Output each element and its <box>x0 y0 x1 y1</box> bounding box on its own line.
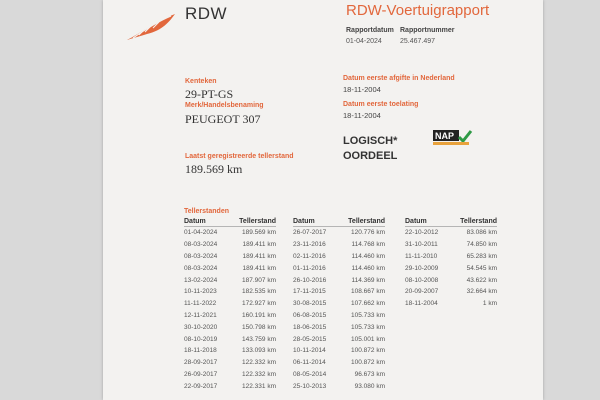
odometer-table-title: Tellerstanden <box>184 208 229 215</box>
row-odometer: 187.907 km <box>242 276 276 284</box>
table-row <box>405 227 497 239</box>
row-odometer: 122.332 km <box>242 359 276 367</box>
table-row <box>405 239 497 251</box>
row-odometer: 108.667 km <box>351 288 385 296</box>
odometer-header: Tellerstand <box>348 217 385 225</box>
table-row <box>405 262 497 274</box>
row-date: 18-11-2018 <box>184 347 217 355</box>
last-odometer-value: 189.569 km <box>185 162 243 176</box>
odometer-table-header <box>293 216 385 227</box>
brand-name: RDW <box>185 4 228 23</box>
row-odometer: 189.411 km <box>242 252 276 260</box>
row-odometer: 83.086 km <box>466 229 497 237</box>
table-row <box>184 227 276 239</box>
table-row <box>184 298 276 310</box>
row-date: 12-11-2021 <box>184 311 217 319</box>
first-admission-label: Datum eerste toelating <box>343 101 419 108</box>
row-odometer: 143.759 km <box>242 335 276 343</box>
row-date: 29-10-2009 <box>405 264 439 272</box>
report-page <box>103 0 543 400</box>
row-date: 17-11-2015 <box>293 288 326 296</box>
row-date: 10-11-2023 <box>184 288 217 296</box>
row-odometer: 172.927 km <box>242 300 276 308</box>
table-row <box>405 286 497 298</box>
first-admission-nl-label: Datum eerste afgifte in Nederland <box>343 75 455 82</box>
row-date: 30-08-2015 <box>293 300 327 308</box>
table-row <box>293 227 385 239</box>
make-label: Merk/Handelsbenaming <box>185 102 264 109</box>
odometer-table-header <box>405 216 497 227</box>
row-date: 18-11-2004 <box>405 300 438 308</box>
row-date: 08-03-2024 <box>184 264 218 272</box>
table-row <box>293 298 385 310</box>
date-header: Datum <box>184 217 206 225</box>
table-row <box>405 298 497 310</box>
row-date: 08-10-2019 <box>184 335 218 343</box>
row-date: 31-10-2011 <box>405 241 438 249</box>
row-date: 08-05-2014 <box>293 370 327 378</box>
table-row <box>184 286 276 298</box>
odometer-header: Tellerstand <box>460 217 497 225</box>
odometer-header: Tellerstand <box>239 217 276 225</box>
report-number-label: Rapportnummer <box>400 27 455 34</box>
row-odometer: 114.460 km <box>351 264 385 272</box>
report-title: RDW-Voertuigrapport <box>346 2 490 19</box>
odometer-column-2 <box>293 216 385 392</box>
row-odometer: 133.093 km <box>242 347 276 355</box>
last-odometer-label: Laatst geregistreerde tellerstand <box>185 153 294 160</box>
row-date: 08-10-2008 <box>405 276 439 284</box>
table-row <box>184 345 276 357</box>
row-odometer: 105.733 km <box>351 311 385 319</box>
rdw-feather-logo-icon <box>125 12 177 42</box>
row-date: 22-09-2017 <box>184 382 218 390</box>
table-row <box>184 239 276 251</box>
row-date: 26-09-2017 <box>184 370 218 378</box>
row-odometer: 100.872 km <box>351 347 385 355</box>
table-row <box>293 357 385 369</box>
make-value: PEUGEOT 307 <box>185 112 261 126</box>
row-odometer: 65.283 km <box>466 252 497 260</box>
odometer-column-1 <box>184 216 276 392</box>
row-odometer: 150.798 km <box>242 323 276 331</box>
verdict-text <box>343 134 423 164</box>
row-date: 28-09-2017 <box>184 359 218 367</box>
row-date: 30-10-2020 <box>184 323 218 331</box>
row-date: 26-07-2017 <box>293 229 327 237</box>
plate-value: 29-PT-GS <box>185 87 234 101</box>
table-row <box>293 274 385 286</box>
table-row <box>405 274 497 286</box>
row-odometer: 96.673 km <box>354 370 385 378</box>
date-header: Datum <box>405 217 427 225</box>
verdict-line-1: LOGISCH* <box>343 135 398 147</box>
row-date: 08-03-2024 <box>184 252 218 260</box>
table-row <box>293 345 385 357</box>
odometer-table-header <box>184 216 276 227</box>
table-row <box>293 380 385 392</box>
first-admission-value: 18-11-2004 <box>343 111 381 120</box>
row-odometer: 100.872 km <box>351 359 385 367</box>
plate-label: Kenteken <box>185 78 217 85</box>
row-date: 06-11-2014 <box>293 359 326 367</box>
row-date: 08-03-2024 <box>184 241 218 249</box>
table-row <box>184 274 276 286</box>
row-date: 20-09-2007 <box>405 288 439 296</box>
date-header: Datum <box>293 217 315 225</box>
row-date: 01-04-2024 <box>184 229 218 237</box>
row-date: 11-11-2010 <box>405 252 438 260</box>
table-row <box>293 321 385 333</box>
table-row <box>293 262 385 274</box>
table-row <box>184 321 276 333</box>
row-odometer: 160.191 km <box>242 311 276 319</box>
row-odometer: 114.768 km <box>351 241 385 249</box>
table-row <box>184 357 276 369</box>
row-odometer: 189.411 km <box>242 241 276 249</box>
row-odometer: 93.080 km <box>354 382 385 390</box>
row-date: 10-11-2014 <box>293 347 326 355</box>
report-number: 25.467.497 <box>400 38 436 45</box>
row-odometer: 122.332 km <box>242 370 276 378</box>
table-row <box>184 310 276 322</box>
report-date-label: Rapportdatum <box>346 27 394 34</box>
row-odometer: 74.850 km <box>466 241 497 249</box>
table-row <box>293 310 385 322</box>
row-odometer: 120.776 km <box>351 229 385 237</box>
row-odometer: 1 km <box>482 300 497 308</box>
row-date: 28-05-2015 <box>293 335 327 343</box>
row-date: 02-11-2016 <box>293 252 326 260</box>
row-odometer: 32.664 km <box>466 288 497 296</box>
table-row <box>184 380 276 392</box>
odometer-column-3 <box>405 216 497 310</box>
verdict-line-2: OORDEEL <box>343 150 398 162</box>
row-odometer: 122.331 km <box>242 382 276 390</box>
table-row <box>405 251 497 263</box>
nap-badge-icon <box>433 130 473 146</box>
table-row <box>184 369 276 381</box>
row-odometer: 189.569 km <box>242 229 276 237</box>
row-date: 18-06-2015 <box>293 323 327 331</box>
row-date: 22-10-2012 <box>405 229 439 237</box>
table-row <box>184 251 276 263</box>
table-row <box>184 262 276 274</box>
row-odometer: 105.001 km <box>351 335 385 343</box>
row-odometer: 114.369 km <box>351 276 385 284</box>
row-date: 01-11-2016 <box>293 264 326 272</box>
table-row <box>293 333 385 345</box>
row-date: 06-08-2015 <box>293 311 327 319</box>
row-date: 13-02-2024 <box>184 276 218 284</box>
table-row <box>293 369 385 381</box>
row-odometer: 114.460 km <box>351 252 385 260</box>
nap-badge-text: NAP <box>435 131 455 141</box>
row-date: 23-11-2016 <box>293 241 326 249</box>
row-date: 11-11-2022 <box>184 300 217 308</box>
row-odometer: 105.733 km <box>351 323 385 331</box>
table-row <box>293 286 385 298</box>
table-row <box>293 251 385 263</box>
row-odometer: 182.535 km <box>242 288 276 296</box>
row-date: 26-10-2016 <box>293 276 327 284</box>
report-date: 01-04-2024 <box>346 38 382 45</box>
table-row <box>184 333 276 345</box>
row-odometer: 43.622 km <box>466 276 497 284</box>
row-odometer: 54.545 km <box>466 264 497 272</box>
row-date: 25-10-2013 <box>293 382 327 390</box>
table-row <box>293 239 385 251</box>
row-odometer: 189.411 km <box>242 264 276 272</box>
first-admission-nl-value: 18-11-2004 <box>343 85 381 94</box>
row-odometer: 107.662 km <box>351 300 385 308</box>
